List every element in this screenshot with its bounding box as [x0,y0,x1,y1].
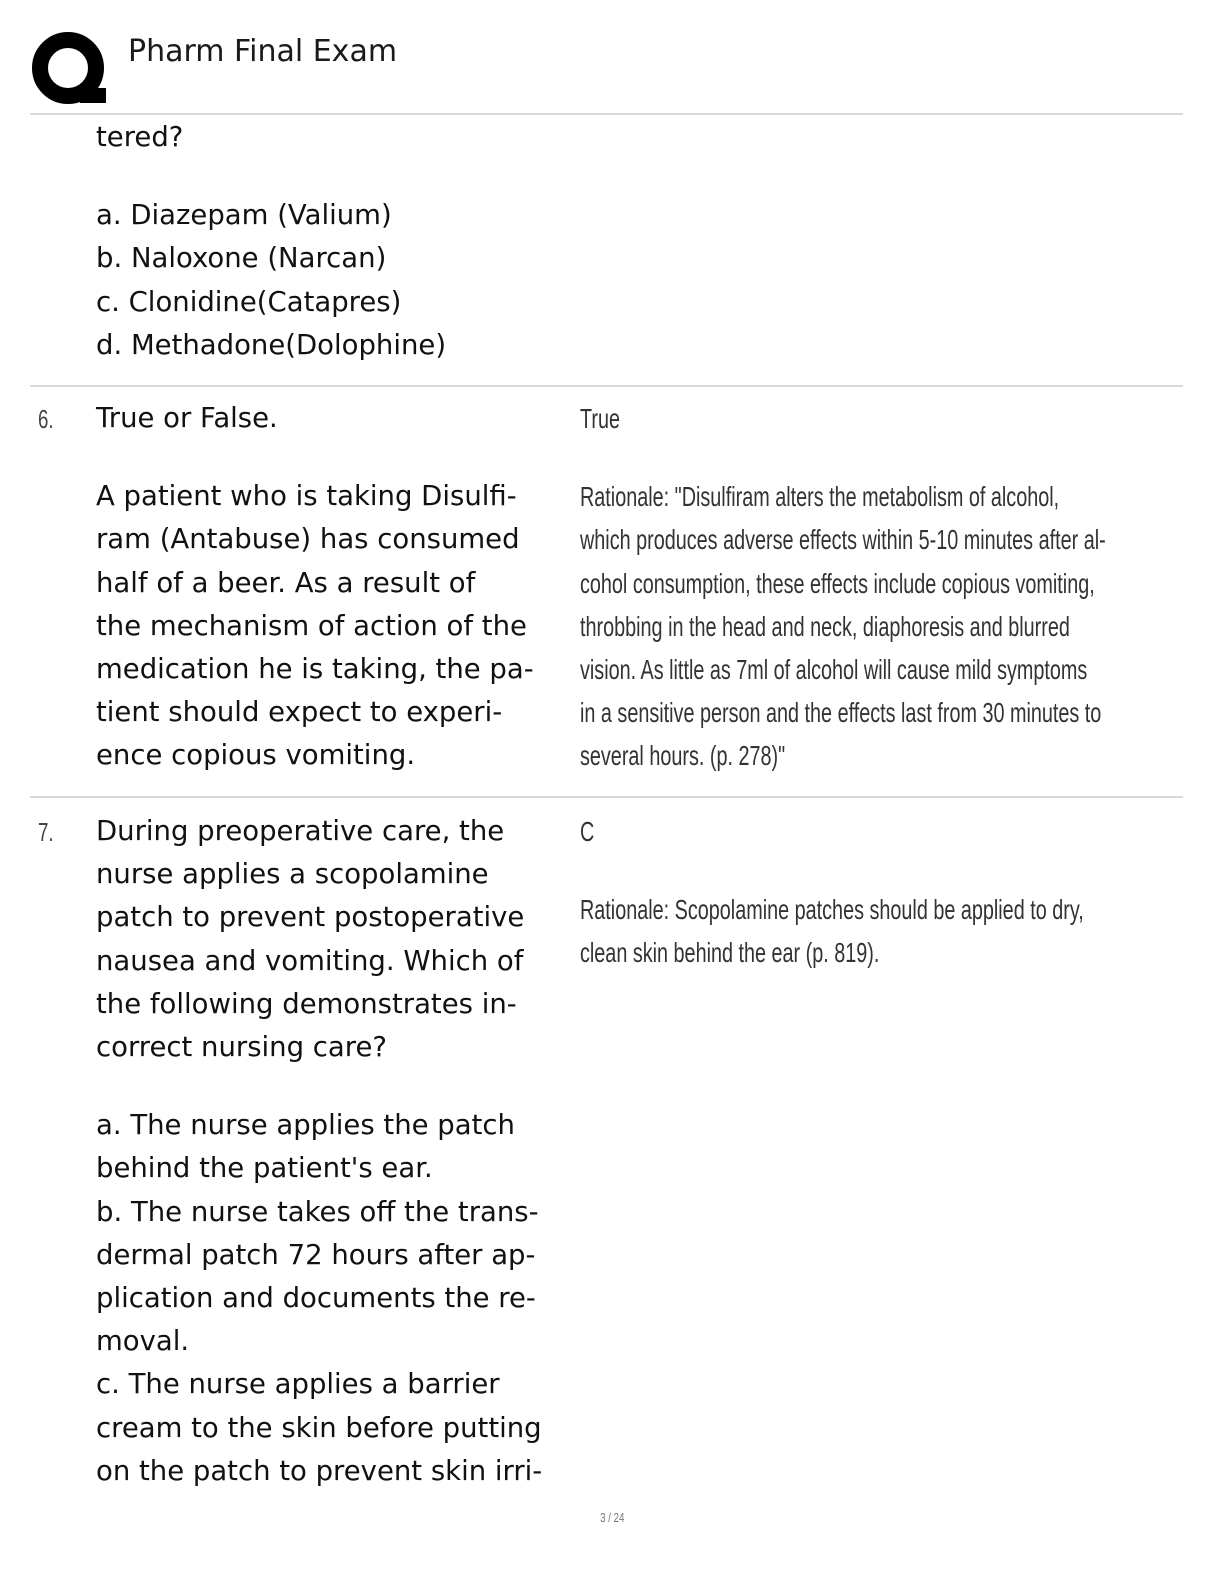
page-title: Pharm Final Exam [128,34,398,69]
option-line: b. The nurse takes off the trans- [96,1195,539,1228]
prev-question [96,116,574,367]
option-d: d. Methadone(Dolophine) [96,328,447,361]
question-line: patch to prevent postoperative [96,901,525,934]
question-7-term [96,810,574,1493]
question-6-term [96,397,574,778]
question-line: During preoperative care, the [96,815,505,847]
rationale-line: throbbing in the head and neck, diaphoresis and blurred [580,610,1070,642]
rationale-line: vision. As little as 7ml of alcohol will cause mild symptoms [580,654,1088,686]
question-line: nausea and vomiting. Which of [96,944,524,977]
rationale-line: cohol consumption, these effects include copious vomiting, [580,567,1095,599]
question-7-definition [580,810,1224,975]
question-line: ram (Antabuse) has consumed [96,523,520,556]
page-header [0,0,1224,114]
option-line: dermal patch 72 hours after ap- [96,1238,536,1271]
rationale-line: several hours. (p. 278)" [580,740,786,772]
option-line: behind the patient's ear. [96,1152,433,1185]
option-line: on the patch to prevent skin irri- [96,1454,543,1487]
q-logo-icon [30,30,110,110]
question-line: A patient who is taking Disulfi- [96,480,517,513]
option-line: moval. [96,1325,190,1358]
option-line: plication and documents the re- [96,1282,536,1315]
question-divider [30,796,1183,798]
question-line: tient should expect to experi- [96,696,503,729]
question-stem-tail: tered? [96,121,184,153]
header-divider [30,113,1183,115]
rationale-line: Rationale: "Disulfiram alters the metabolism of alcohol, [580,481,1060,513]
rationale-line: Rationale: Scopolamine patches should be applied to dry, [580,894,1084,926]
question-divider [30,385,1183,387]
question-6-definition [580,397,1224,778]
question-line: half of a beer. As a result of [96,566,476,599]
answer: C [580,816,595,847]
question-line: the following demonstrates in- [96,987,517,1020]
option-c: c. Clonidine(Catapres) [96,285,402,318]
question-prompt: True or False. [96,402,278,434]
question-number: 7. [38,817,54,847]
question-line: ence copious vomiting. [96,739,416,772]
question-line: medication he is taking, the pa- [96,653,534,686]
option-line: c. The nurse applies a barrier [96,1368,500,1401]
option-line: cream to the skin before putting [96,1411,542,1444]
rationale-line: which produces adverse effects within 5-10 minutes after al- [580,524,1106,556]
question-line: correct nursing care? [96,1031,387,1064]
answer: True [580,403,620,434]
question-line: nurse applies a scopolamine [96,858,489,891]
question-line: the mechanism of action of the [96,609,527,642]
rationale-line: in a sensitive person and the effects last from 30 minutes to [580,697,1102,729]
rationale-line: clean skin behind the ear (p. 819). [580,937,880,969]
page-number: 3 / 24 [599,1510,625,1525]
option-line: a. The nurse applies the patch [96,1109,515,1142]
option-b: b. Naloxone (Narcan) [96,242,387,275]
question-number: 6. [38,404,54,434]
option-a: a. Diazepam (Valium) [96,199,392,232]
